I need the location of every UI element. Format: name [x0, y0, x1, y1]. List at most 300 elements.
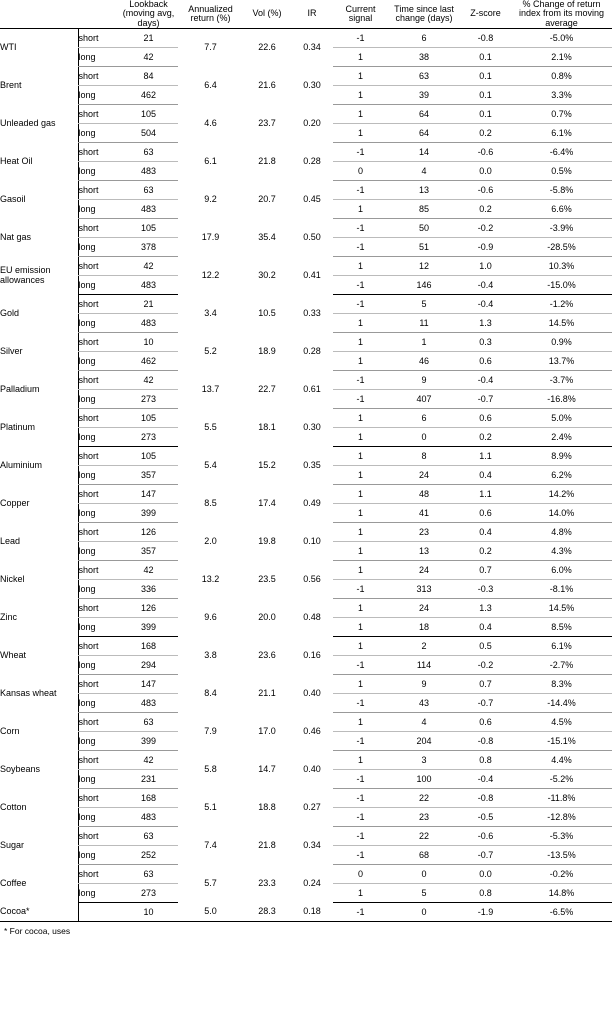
z-score-long: -0.3	[460, 580, 511, 599]
pct-change-long: 14.5%	[511, 314, 612, 333]
current-signal-short: 1	[333, 523, 388, 542]
ir: 0.33	[303, 308, 321, 319]
pct-change-short: 4.4%	[511, 751, 612, 770]
pct-change-long: -14.4%	[511, 694, 612, 713]
vol: 21.8	[258, 840, 276, 851]
pct-change-long: -5.2%	[511, 770, 612, 789]
current-signal-short: 1	[333, 675, 388, 694]
time-since-change-short: 9	[388, 675, 460, 694]
vol: 10.5	[258, 308, 276, 319]
current-signal-long: 1	[333, 352, 388, 371]
z-score-long: -0.9	[460, 238, 511, 257]
time-since-change-long: 85	[388, 200, 460, 219]
table-row	[0, 371, 612, 390]
lookback-long: 462	[119, 352, 178, 371]
current-signal-short: -1	[333, 827, 388, 846]
instrument-name: Nat gas	[0, 232, 32, 243]
lookback-long: 399	[119, 618, 178, 637]
time-since-change-short: 8	[388, 447, 460, 466]
instrument-name: Unleaded gas	[0, 118, 56, 129]
term-label-long: long	[78, 428, 119, 447]
lookback-long: 504	[119, 124, 178, 143]
annualized-return: 2.0	[204, 536, 217, 547]
z-score-long: -0.4	[460, 276, 511, 295]
term-label-long: long	[78, 124, 119, 143]
pct-change-long: 2.4%	[511, 428, 612, 447]
lookback-short: 42	[119, 751, 178, 770]
z-score-long: -0.8	[460, 732, 511, 751]
header-annualized-return: Annualized return (%)	[188, 3, 233, 24]
time-since-change-long: 18	[388, 618, 460, 637]
lookback-short: 63	[119, 181, 178, 200]
vol: 20.7	[258, 194, 276, 205]
time-since-change-short: 14	[388, 143, 460, 162]
term-label-long: long	[78, 276, 119, 295]
lookback-short: 168	[119, 637, 178, 656]
time-since-change-long: 46	[388, 352, 460, 371]
term-label-short: short	[78, 67, 119, 86]
z-score-short: -0.6	[460, 181, 511, 200]
lookback-long: 336	[119, 580, 178, 599]
current-signal-short: 1	[333, 105, 388, 124]
z-score-short: 0.6	[460, 409, 511, 428]
z-score-short: 1.3	[460, 599, 511, 618]
ir: 0.49	[303, 498, 321, 509]
z-score-long: 0.4	[460, 618, 511, 637]
z-score-long: -0.7	[460, 694, 511, 713]
current-signal-long: -1	[333, 770, 388, 789]
current-signal-long: -1	[333, 276, 388, 295]
vol: 22.6	[258, 42, 276, 53]
vol: 14.7	[258, 764, 276, 775]
lookback-long: 294	[119, 656, 178, 675]
current-signal-long: -1	[333, 694, 388, 713]
lookback-long: 483	[119, 314, 178, 333]
vol: 21.6	[258, 80, 276, 91]
pct-change-long: 2.1%	[511, 48, 612, 67]
pct-change-long: 0.5%	[511, 162, 612, 181]
table-row	[0, 181, 612, 200]
instrument-name: Brent	[0, 80, 22, 91]
instrument-name: Copper	[0, 498, 30, 509]
time-since-change-long: 23	[388, 808, 460, 827]
current-signal-long: 1	[333, 314, 388, 333]
pct-change-long: -8.1%	[511, 580, 612, 599]
current-signal-short: -1	[333, 29, 388, 48]
term-label-long: long	[78, 732, 119, 751]
lookback-long: 357	[119, 542, 178, 561]
table-row	[0, 447, 612, 466]
z-score-short: 1.0	[460, 257, 511, 276]
lookback-long: 273	[119, 390, 178, 409]
table-row	[0, 903, 612, 922]
term-label-short: short	[78, 181, 119, 200]
vol: 17.4	[258, 498, 276, 509]
lookback-single: 10	[143, 906, 154, 917]
z-score-long: 0.2	[460, 200, 511, 219]
time-since-change-long: 13	[388, 542, 460, 561]
pct-change-long: 14.8%	[511, 884, 612, 903]
instrument-name: Heat Oil	[0, 156, 33, 167]
term-label-short: short	[78, 637, 119, 656]
z-score-long: -0.2	[460, 656, 511, 675]
time-since-change-short: 12	[388, 257, 460, 276]
lookback-long: 483	[119, 276, 178, 295]
pct-change-short: 8.3%	[511, 675, 612, 694]
z-score-long: -0.4	[460, 770, 511, 789]
current-signal-long: 1	[333, 618, 388, 637]
lookback-short: 63	[119, 827, 178, 846]
term-label-short: short	[78, 105, 119, 124]
pct-change-short: -5.8%	[511, 181, 612, 200]
z-score-short: 0.1	[460, 67, 511, 86]
header-blank-term	[78, 0, 119, 29]
pct-change-long: -16.8%	[511, 390, 612, 409]
annualized-return: 7.7	[204, 42, 217, 53]
z-score-long: -0.7	[460, 846, 511, 865]
z-score-single: -1.9	[477, 906, 494, 917]
z-score-short: 0.3	[460, 333, 511, 352]
instrument-name: Palladium	[0, 384, 40, 395]
table-row	[0, 485, 612, 504]
time-since-change-short: 6	[388, 409, 460, 428]
lookback-short: 10	[119, 333, 178, 352]
pct-change-long: -28.5%	[511, 238, 612, 257]
table-row	[0, 827, 612, 846]
term-label-short: short	[78, 29, 119, 48]
current-signal-short: 1	[333, 257, 388, 276]
time-since-change-long: 64	[388, 124, 460, 143]
vol: 23.5	[258, 574, 276, 585]
time-since-change-short: 1	[388, 333, 460, 352]
pct-change-long: 3.3%	[511, 86, 612, 105]
current-signal-long: -1	[333, 808, 388, 827]
term-label-short: short	[78, 865, 119, 884]
z-score-short: 0.7	[460, 675, 511, 694]
current-signal-short: 1	[333, 561, 388, 580]
current-signal-short: -1	[333, 219, 388, 238]
lookback-long: 483	[119, 200, 178, 219]
ir: 0.40	[303, 764, 321, 775]
annualized-return: 7.9	[204, 726, 217, 737]
lookback-short: 126	[119, 523, 178, 542]
pct-change-short: -1.2%	[511, 295, 612, 314]
time-since-change-short: 3	[388, 751, 460, 770]
table-row	[0, 257, 612, 276]
pct-change-long: 14.0%	[511, 504, 612, 523]
lookback-long: 42	[119, 48, 178, 67]
current-signal-long: 0	[333, 162, 388, 181]
table-row	[0, 143, 612, 162]
pct-change-short: 5.0%	[511, 409, 612, 428]
vol: 23.7	[258, 118, 276, 129]
instrument-name: Wheat	[0, 650, 27, 661]
pct-change-short: -5.3%	[511, 827, 612, 846]
vol: 22.7	[258, 384, 276, 395]
time-since-change-short: 24	[388, 599, 460, 618]
current-signal-long: -1	[333, 732, 388, 751]
z-score-long: 0.2	[460, 542, 511, 561]
table-row	[0, 67, 612, 86]
z-score-long: 0.0	[460, 162, 511, 181]
table-row	[0, 29, 612, 48]
vol: 18.1	[258, 422, 276, 433]
z-score-short: 0.4	[460, 523, 511, 542]
term-label-short: short	[78, 523, 119, 542]
pct-change-long: 6.6%	[511, 200, 612, 219]
pct-change-long: -12.8%	[511, 808, 612, 827]
annualized-return: 5.4	[204, 460, 217, 471]
current-signal-short: 1	[333, 67, 388, 86]
instrument-name: Corn	[0, 726, 20, 737]
z-score-short: 0.7	[460, 561, 511, 580]
term-label-long: long	[78, 618, 119, 637]
table-row	[0, 637, 612, 656]
ir: 0.61	[303, 384, 321, 395]
lookback-short: 21	[119, 29, 178, 48]
ir: 0.20	[303, 118, 321, 129]
annualized-return: 3.4	[204, 308, 217, 319]
z-score-long: -0.5	[460, 808, 511, 827]
ir: 0.46	[303, 726, 321, 737]
ir: 0.10	[303, 536, 321, 547]
header-current-signal: Current signal	[345, 3, 376, 24]
ir: 0.27	[303, 802, 321, 813]
instrument-name: Soybeans	[0, 764, 41, 775]
table-row	[0, 675, 612, 694]
time-since-change-short: 22	[388, 789, 460, 808]
lookback-long: 231	[119, 770, 178, 789]
term-label-long: long	[78, 238, 119, 257]
pct-change-short: -0.2%	[511, 865, 612, 884]
current-signal-long: 1	[333, 504, 388, 523]
lookback-long: 399	[119, 732, 178, 751]
current-signal-long: -1	[333, 580, 388, 599]
header-z-score: Z-score	[470, 8, 501, 19]
current-signal-long: 1	[333, 542, 388, 561]
lookback-long: 357	[119, 466, 178, 485]
lookback-short: 84	[119, 67, 178, 86]
vol: 30.2	[258, 270, 276, 281]
table-row	[0, 523, 612, 542]
pct-change-long: 13.7%	[511, 352, 612, 371]
ir: 0.40	[303, 688, 321, 699]
term-label-long: long	[78, 846, 119, 865]
pct-change-short: -3.7%	[511, 371, 612, 390]
annualized-return: 5.2	[204, 346, 217, 357]
z-score-long: 1.3	[460, 314, 511, 333]
vol: 15.2	[258, 460, 276, 471]
z-score-long: 0.2	[460, 428, 511, 447]
current-signal-short: 1	[333, 751, 388, 770]
z-score-short: -0.6	[460, 143, 511, 162]
term-label-long: long	[78, 352, 119, 371]
current-signal-short: 1	[333, 485, 388, 504]
pct-change-single: -6.5%	[549, 906, 574, 917]
ir: 0.56	[303, 574, 321, 585]
time-since-change-long: 4	[388, 162, 460, 181]
term-label-long: long	[78, 694, 119, 713]
table-row	[0, 713, 612, 732]
time-since-change-long: 38	[388, 48, 460, 67]
current-signal-short: 1	[333, 637, 388, 656]
term-label-short: short	[78, 827, 119, 846]
header-blank-name	[0, 0, 78, 29]
lookback-long: 378	[119, 238, 178, 257]
current-signal-long: 1	[333, 86, 388, 105]
term-label-short: short	[78, 599, 119, 618]
vol: 18.8	[258, 802, 276, 813]
lookback-long: 462	[119, 86, 178, 105]
ir: 0.28	[303, 156, 321, 167]
z-score-long: 0.1	[460, 48, 511, 67]
current-signal-single: -1	[356, 906, 365, 917]
annualized-return: 13.2	[201, 574, 220, 585]
lookback-long: 483	[119, 808, 178, 827]
lookback-short: 105	[119, 409, 178, 428]
current-signal-long: 1	[333, 466, 388, 485]
pct-change-long: -13.5%	[511, 846, 612, 865]
z-score-short: -0.8	[460, 29, 511, 48]
time-since-change-short: 63	[388, 67, 460, 86]
z-score-long: -0.7	[460, 390, 511, 409]
time-since-change-short: 9	[388, 371, 460, 390]
pct-change-short: 6.0%	[511, 561, 612, 580]
annualized-return: 3.8	[204, 650, 217, 661]
current-signal-short: -1	[333, 371, 388, 390]
instrument-name: Gold	[0, 308, 20, 319]
current-signal-long: -1	[333, 238, 388, 257]
header-vol: Vol (%)	[252, 8, 282, 19]
term-label-long: long	[78, 884, 119, 903]
table-row	[0, 561, 612, 580]
z-score-short: 0.8	[460, 751, 511, 770]
term-label-short: short	[78, 713, 119, 732]
annualized-return: 4.6	[204, 118, 217, 129]
time-since-change-short: 13	[388, 181, 460, 200]
pct-change-short: 4.5%	[511, 713, 612, 732]
z-score-short: -0.4	[460, 371, 511, 390]
current-signal-long: -1	[333, 656, 388, 675]
table-header	[0, 0, 612, 29]
header-lookback: Lookback (moving avg, days)	[122, 0, 175, 28]
time-since-change-single: 0	[421, 906, 427, 917]
ir: 0.30	[303, 422, 321, 433]
term-label-short: short	[78, 371, 119, 390]
lookback-short: 105	[119, 219, 178, 238]
annualized-return: 5.0	[204, 906, 217, 917]
table-row	[0, 789, 612, 808]
time-since-change-short: 6	[388, 29, 460, 48]
term-label-short: short	[78, 219, 119, 238]
term-label-long: long	[78, 162, 119, 181]
annualized-return: 7.4	[204, 840, 217, 851]
vol: 23.6	[258, 650, 276, 661]
annualized-return: 9.6	[204, 612, 217, 623]
instrument-name: Lead	[0, 536, 21, 547]
lookback-short: 168	[119, 789, 178, 808]
ir: 0.24	[303, 878, 321, 889]
term-label-long: long	[78, 770, 119, 789]
lookback-long: 399	[119, 504, 178, 523]
term-label-long: long	[78, 86, 119, 105]
z-score-short: -0.8	[460, 789, 511, 808]
z-score-short: -0.2	[460, 219, 511, 238]
time-since-change-long: 146	[388, 276, 460, 295]
ir: 0.18	[303, 906, 321, 917]
table-row	[0, 409, 612, 428]
lookback-short: 105	[119, 447, 178, 466]
annualized-return: 5.1	[204, 802, 217, 813]
current-signal-short: -1	[333, 143, 388, 162]
vol: 19.8	[258, 536, 276, 547]
z-score-long: 0.2	[460, 124, 511, 143]
lookback-long: 483	[119, 694, 178, 713]
lookback-short: 105	[119, 105, 178, 124]
pct-change-short: 8.9%	[511, 447, 612, 466]
annualized-return: 5.7	[204, 878, 217, 889]
term-label-short: short	[78, 257, 119, 276]
pct-change-short: 0.9%	[511, 333, 612, 352]
term-label-short: short	[78, 447, 119, 466]
current-signal-long: 1	[333, 428, 388, 447]
current-signal-short: -1	[333, 181, 388, 200]
lookback-short: 63	[119, 713, 178, 732]
annualized-return: 8.4	[204, 688, 217, 699]
vol: 23.3	[258, 878, 276, 889]
time-since-change-long: 407	[388, 390, 460, 409]
lookback-short: 63	[119, 865, 178, 884]
instrument-name: Cocoa*	[0, 906, 30, 917]
lookback-long: 483	[119, 162, 178, 181]
z-score-short: 1.1	[460, 485, 511, 504]
z-score-long: 0.1	[460, 86, 511, 105]
pct-change-short: 4.8%	[511, 523, 612, 542]
current-signal-short: 1	[333, 409, 388, 428]
header-ir: IR	[307, 8, 317, 19]
term-label-short: short	[78, 789, 119, 808]
term-label-long: long	[78, 808, 119, 827]
term-label-short: short	[78, 409, 119, 428]
pct-change-long: 6.2%	[511, 466, 612, 485]
vol: 17.0	[258, 726, 276, 737]
table-row	[0, 333, 612, 352]
instrument-name: Silver	[0, 346, 23, 357]
time-since-change-long: 51	[388, 238, 460, 257]
time-since-change-short: 64	[388, 105, 460, 124]
time-since-change-long: 204	[388, 732, 460, 751]
instrument-name: Sugar	[0, 840, 25, 851]
time-since-change-long: 11	[388, 314, 460, 333]
table-body	[0, 29, 612, 922]
term-label-long: long	[78, 656, 119, 675]
term-label-long: long	[78, 504, 119, 523]
time-since-change-long: 41	[388, 504, 460, 523]
current-signal-short: -1	[333, 789, 388, 808]
z-score-long: 0.6	[460, 504, 511, 523]
table-row	[0, 219, 612, 238]
lookback-short: 147	[119, 485, 178, 504]
vol: 21.8	[258, 156, 276, 167]
pct-change-long: 8.5%	[511, 618, 612, 637]
time-since-change-long: 43	[388, 694, 460, 713]
table-row	[0, 105, 612, 124]
table-footnote: * For cocoa, uses	[0, 921, 612, 936]
current-signal-short: 1	[333, 447, 388, 466]
lookback-short: 42	[119, 257, 178, 276]
time-since-change-long: 0	[388, 428, 460, 447]
current-signal-short: 0	[333, 865, 388, 884]
